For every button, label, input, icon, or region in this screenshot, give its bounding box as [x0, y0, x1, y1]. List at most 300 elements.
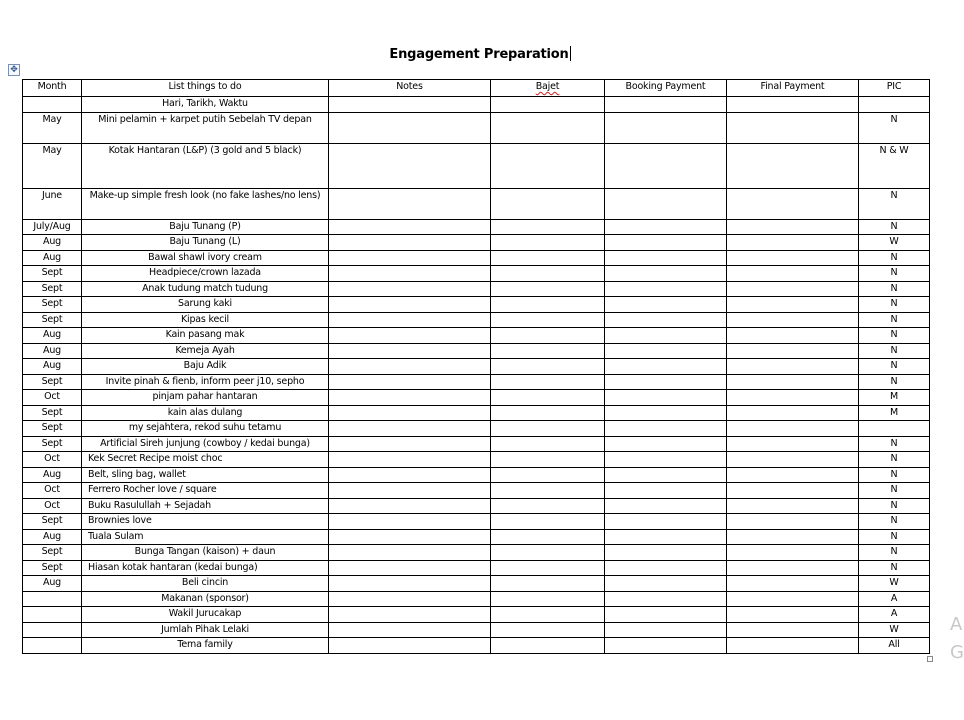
table-row [23, 250, 930, 266]
table-row [23, 266, 930, 282]
table-row [23, 97, 930, 113]
cell-notes[interactable] [329, 250, 491, 266]
cell-bajet[interactable] [491, 359, 605, 375]
cell-pic[interactable]: N [859, 297, 930, 313]
cell-final-payment[interactable] [727, 405, 859, 421]
cell-bajet[interactable] [491, 622, 605, 638]
cell-task[interactable] [82, 343, 329, 359]
cell-final-payment[interactable] [727, 312, 859, 328]
cell-bajet[interactable] [491, 266, 605, 282]
cell-notes[interactable] [329, 312, 491, 328]
header-list-things: List things to do [82, 80, 329, 97]
cell-notes[interactable] [329, 545, 491, 561]
cell-bajet[interactable] [491, 328, 605, 344]
table-row [23, 421, 930, 437]
cell-booking-payment[interactable] [605, 312, 727, 328]
cell-booking-payment[interactable] [605, 112, 727, 143]
cell-booking-payment[interactable] [605, 514, 727, 530]
cell-booking-payment[interactable] [605, 622, 727, 638]
cell-bajet[interactable] [491, 529, 605, 545]
cell-booking-payment[interactable] [605, 405, 727, 421]
cell-notes[interactable] [329, 112, 491, 143]
cell-final-payment[interactable] [727, 266, 859, 282]
cell-booking-payment[interactable] [605, 297, 727, 313]
cell-pic[interactable]: N [859, 312, 930, 328]
cell-booking-payment[interactable] [605, 467, 727, 483]
table-row [23, 312, 930, 328]
cell-bajet[interactable] [491, 374, 605, 390]
cell-task[interactable] [82, 374, 329, 390]
cell-pic[interactable]: M [859, 405, 930, 421]
cell-task[interactable] [82, 143, 329, 188]
text-cursor [570, 46, 571, 61]
cell-notes[interactable] [329, 452, 491, 468]
table-row [23, 188, 930, 219]
cell-pic[interactable]: N [859, 529, 930, 545]
cell-notes[interactable] [329, 266, 491, 282]
cell-month[interactable]: Sept [23, 514, 82, 530]
cell-notes[interactable] [329, 498, 491, 514]
cell-notes[interactable] [329, 560, 491, 576]
cell-pic[interactable]: W [859, 576, 930, 592]
table-row [23, 235, 930, 251]
cell-notes[interactable] [329, 483, 491, 499]
cell-booking-payment[interactable] [605, 143, 727, 188]
cell-month[interactable]: June [23, 188, 82, 219]
task-text: Anak tudung match tudung [142, 282, 268, 294]
cell-month[interactable]: May [23, 112, 82, 143]
cell-pic[interactable]: N [859, 498, 930, 514]
cell-pic[interactable]: All [859, 638, 930, 654]
cell-task[interactable] [82, 359, 329, 375]
cell-final-payment[interactable] [727, 576, 859, 592]
cell-booking-payment[interactable] [605, 374, 727, 390]
cell-pic[interactable]: N [859, 467, 930, 483]
cell-task[interactable] [82, 638, 329, 654]
cell-notes[interactable] [329, 281, 491, 297]
cell-bajet[interactable] [491, 97, 605, 113]
cell-booking-payment[interactable] [605, 235, 727, 251]
header-pic: PIC [859, 80, 930, 97]
document-title [0, 46, 960, 62]
cell-bajet[interactable] [491, 281, 605, 297]
cell-month[interactable]: Aug [23, 328, 82, 344]
cell-bajet[interactable] [491, 545, 605, 561]
cell-task[interactable] [82, 560, 329, 576]
task-text: Sarung kaki [178, 298, 232, 309]
table-row [23, 514, 930, 530]
cell-month[interactable]: Sept [23, 421, 82, 437]
task-text: Headpiece/crown lazada [149, 267, 261, 278]
cell-pic[interactable]: N [859, 359, 930, 375]
cell-task[interactable] [82, 97, 329, 113]
cell-bajet[interactable] [491, 297, 605, 313]
cell-month[interactable]: Sept [23, 266, 82, 282]
cell-task[interactable] [82, 250, 329, 266]
cell-task[interactable] [82, 529, 329, 545]
cell-final-payment[interactable] [727, 281, 859, 297]
cell-month[interactable]: Oct [23, 498, 82, 514]
cell-final-payment[interactable] [727, 374, 859, 390]
cell-final-payment[interactable] [727, 436, 859, 452]
cell-bajet[interactable] [491, 498, 605, 514]
cell-final-payment[interactable] [727, 112, 859, 143]
cropped-side-text: A [950, 614, 963, 635]
cell-task[interactable] [82, 483, 329, 499]
cell-pic[interactable]: N [859, 219, 930, 235]
cell-final-payment[interactable] [727, 545, 859, 561]
cell-month[interactable] [23, 622, 82, 638]
cell-pic[interactable]: N [859, 483, 930, 499]
cell-pic[interactable]: N [859, 266, 930, 282]
cell-bajet[interactable] [491, 560, 605, 576]
task-text: Hari, Tarikh, Waktu [162, 98, 248, 109]
task-text: Kotak Hantaran (L&P) (3 gold and 5 black) [108, 144, 302, 156]
task-text: Kain pasang mak [165, 329, 245, 340]
cell-booking-payment[interactable] [605, 328, 727, 344]
cell-notes[interactable] [329, 359, 491, 375]
cell-bajet[interactable] [491, 112, 605, 143]
task-text: Baju Adik [183, 360, 227, 371]
cell-final-payment[interactable] [727, 529, 859, 545]
cell-booking-payment[interactable] [605, 97, 727, 113]
cell-notes[interactable] [329, 219, 491, 235]
task-text: Tuala Sulam [88, 530, 144, 542]
cell-bajet[interactable] [491, 483, 605, 499]
cell-bajet[interactable] [491, 436, 605, 452]
cell-final-payment[interactable] [727, 390, 859, 406]
table-row [23, 359, 930, 375]
cell-notes[interactable] [329, 607, 491, 623]
cell-booking-payment[interactable] [605, 483, 727, 499]
cell-notes[interactable] [329, 374, 491, 390]
cell-notes[interactable] [329, 436, 491, 452]
table-resize-handle[interactable] [927, 656, 933, 662]
cell-task[interactable] [82, 297, 329, 313]
cell-bajet[interactable] [491, 219, 605, 235]
cell-bajet[interactable] [491, 514, 605, 530]
cell-notes[interactable] [329, 591, 491, 607]
cell-booking-payment[interactable] [605, 343, 727, 359]
cell-booking-payment[interactable] [605, 390, 727, 406]
task-text: Beli cincin [181, 577, 229, 588]
cell-month[interactable]: Aug [23, 576, 82, 592]
cell-task[interactable] [82, 467, 329, 483]
cell-pic[interactable]: N [859, 452, 930, 468]
task-text: Hiasan kotak hantaran (kedai bunga) [88, 561, 258, 573]
cell-task[interactable] [82, 591, 329, 607]
cell-final-payment[interactable] [727, 235, 859, 251]
cell-pic[interactable]: M [859, 390, 930, 406]
cell-bajet[interactable] [491, 250, 605, 266]
cell-notes[interactable] [329, 529, 491, 545]
cell-notes[interactable] [329, 297, 491, 313]
table-row [23, 143, 930, 188]
task-text: Bawal shawl ivory cream [148, 251, 262, 263]
header-bajet [491, 80, 605, 97]
cell-final-payment[interactable] [727, 359, 859, 375]
table-row [23, 467, 930, 483]
cell-month[interactable]: Aug [23, 250, 82, 266]
cell-month[interactable]: Oct [23, 483, 82, 499]
task-text: Jumlah Pihak Lelaki [161, 623, 249, 635]
cell-month[interactable]: Aug [23, 235, 82, 251]
table-row [23, 297, 930, 313]
cell-booking-payment[interactable] [605, 266, 727, 282]
cell-month[interactable]: Aug [23, 467, 82, 483]
cell-pic[interactable]: N [859, 514, 930, 530]
cell-bajet[interactable] [491, 312, 605, 328]
task-text: Mini pelamin + karpet putih Sebelah TV depan [98, 113, 312, 125]
cell-month[interactable]: Aug [23, 343, 82, 359]
cell-bajet[interactable] [491, 188, 605, 219]
cell-task[interactable] [82, 452, 329, 468]
cell-bajet[interactable] [491, 421, 605, 437]
cell-month[interactable]: Sept [23, 281, 82, 297]
cell-pic[interactable]: N [859, 343, 930, 359]
cell-booking-payment[interactable] [605, 576, 727, 592]
cell-final-payment[interactable] [727, 297, 859, 313]
cell-final-payment[interactable] [727, 143, 859, 188]
task-text: Kipas kecil [181, 313, 229, 325]
cell-task[interactable] [82, 390, 329, 406]
table-row [23, 498, 930, 514]
cell-pic[interactable] [859, 97, 930, 113]
cell-booking-payment[interactable] [605, 219, 727, 235]
cell-task[interactable] [82, 498, 329, 514]
cell-booking-payment[interactable] [605, 529, 727, 545]
cell-booking-payment[interactable] [605, 545, 727, 561]
cell-bajet[interactable] [491, 591, 605, 607]
cell-notes[interactable] [329, 97, 491, 113]
cell-notes[interactable] [329, 390, 491, 406]
table-row [23, 529, 930, 545]
cell-final-payment[interactable] [727, 483, 859, 499]
table-row [23, 560, 930, 576]
task-text: Kek Secret Recipe moist choc [88, 453, 223, 464]
task-text: kain alas dulang [167, 406, 243, 418]
cell-notes[interactable] [329, 235, 491, 251]
cell-task[interactable] [82, 545, 329, 561]
cell-booking-payment[interactable] [605, 638, 727, 654]
cell-final-payment[interactable] [727, 498, 859, 514]
table-move-handle-icon[interactable]: ✥ [8, 64, 20, 76]
cell-task[interactable] [82, 328, 329, 344]
cell-notes[interactable] [329, 343, 491, 359]
cell-month[interactable]: May [23, 143, 82, 188]
task-text: Belt, sling bag, wallet [88, 468, 186, 480]
cell-notes[interactable] [329, 576, 491, 592]
cell-pic[interactable]: N [859, 545, 930, 561]
cell-bajet[interactable] [491, 607, 605, 623]
task-text: my sejahtera, rekod suhu tetamu [128, 422, 282, 433]
cell-notes[interactable] [329, 638, 491, 654]
cell-pic[interactable]: N [859, 281, 930, 297]
cell-task[interactable] [82, 235, 329, 251]
cell-final-payment[interactable] [727, 591, 859, 607]
cell-task[interactable] [82, 622, 329, 638]
cell-final-payment[interactable] [727, 188, 859, 219]
task-text: Invite pinah & fienb, inform peer j10, sepho [105, 375, 305, 387]
cell-pic[interactable]: N [859, 436, 930, 452]
cell-notes[interactable] [329, 143, 491, 188]
task-text: Brownies love [88, 515, 152, 526]
cell-final-payment[interactable] [727, 343, 859, 359]
cell-final-payment[interactable] [727, 219, 859, 235]
cell-pic[interactable]: W [859, 622, 930, 638]
cell-month[interactable] [23, 607, 82, 623]
header-month: Month [23, 80, 82, 97]
cell-pic[interactable]: N [859, 250, 930, 266]
cell-month[interactable] [23, 97, 82, 113]
cell-final-payment[interactable] [727, 328, 859, 344]
cell-notes[interactable] [329, 514, 491, 530]
cell-booking-payment[interactable] [605, 560, 727, 576]
header-final-payment: Final Payment [727, 80, 859, 97]
cell-task[interactable] [82, 219, 329, 235]
table-row [23, 452, 930, 468]
cell-pic[interactable]: W [859, 235, 930, 251]
cell-task[interactable] [82, 607, 329, 623]
cell-notes[interactable] [329, 188, 491, 219]
cell-booking-payment[interactable] [605, 452, 727, 468]
cell-month[interactable]: Sept [23, 312, 82, 328]
cell-notes[interactable] [329, 622, 491, 638]
table-row [23, 281, 930, 297]
table-row [23, 591, 930, 607]
cell-final-payment[interactable] [727, 638, 859, 654]
cell-booking-payment[interactable] [605, 607, 727, 623]
cell-month[interactable]: July/Aug [23, 219, 82, 235]
cell-month[interactable]: Sept [23, 405, 82, 421]
table-row [23, 622, 930, 638]
task-text: Baju Tunang (L) [169, 236, 241, 247]
engagement-table [22, 79, 930, 654]
table-row [23, 112, 930, 143]
cell-pic[interactable]: N [859, 328, 930, 344]
cell-bajet[interactable] [491, 343, 605, 359]
cell-final-payment[interactable] [727, 622, 859, 638]
cell-task[interactable] [82, 514, 329, 530]
cell-month[interactable]: Sept [23, 297, 82, 313]
cell-pic[interactable]: N [859, 374, 930, 390]
cell-bajet[interactable] [491, 235, 605, 251]
cell-notes[interactable] [329, 421, 491, 437]
task-text: Artificial Sireh junjung (cowboy / kedai bunga) [100, 437, 310, 449]
cell-month[interactable]: Oct [23, 452, 82, 468]
task-text: Baju Tunang (P) [169, 220, 241, 232]
cell-final-payment[interactable] [727, 421, 859, 437]
cell-month[interactable] [23, 638, 82, 654]
cell-notes[interactable] [329, 467, 491, 483]
cell-final-payment[interactable] [727, 467, 859, 483]
cell-task[interactable] [82, 112, 329, 143]
table-row [23, 483, 930, 499]
cell-task[interactable] [82, 188, 329, 219]
cell-booking-payment[interactable] [605, 436, 727, 452]
cell-booking-payment[interactable] [605, 281, 727, 297]
table-row [23, 607, 930, 623]
header-bajet-label: Bajet [535, 81, 560, 92]
table-row [23, 219, 930, 235]
task-text: Ferrero Rocher love / square [88, 484, 217, 495]
cell-booking-payment[interactable] [605, 188, 727, 219]
table-row [23, 328, 930, 344]
cell-task[interactable] [82, 436, 329, 452]
cell-final-payment[interactable] [727, 250, 859, 266]
task-text: Wakil Jurucakap [168, 608, 242, 619]
cell-pic[interactable]: A [859, 591, 930, 607]
document-title-text: Engagement Preparation [389, 47, 569, 62]
cell-booking-payment[interactable] [605, 591, 727, 607]
cell-final-payment[interactable] [727, 514, 859, 530]
cell-task[interactable] [82, 266, 329, 282]
cell-month[interactable]: Oct [23, 390, 82, 406]
cell-booking-payment[interactable] [605, 359, 727, 375]
cell-month[interactable]: Sept [23, 560, 82, 576]
cell-pic[interactable]: N [859, 188, 930, 219]
cell-notes[interactable] [329, 328, 491, 344]
task-text: Make-up simple fresh look (no fake lashes/no lens) [89, 189, 321, 201]
cell-bajet[interactable] [491, 638, 605, 654]
table-row [23, 576, 930, 592]
cell-bajet[interactable] [491, 390, 605, 406]
cell-task[interactable] [82, 405, 329, 421]
cell-pic[interactable]: N [859, 112, 930, 143]
table-row [23, 390, 930, 406]
cell-booking-payment[interactable] [605, 498, 727, 514]
cell-bajet[interactable] [491, 405, 605, 421]
header-booking-payment: Booking Payment [605, 80, 727, 97]
cell-task[interactable] [82, 281, 329, 297]
table-row [23, 545, 930, 561]
task-text: Kemeja Ayah [175, 344, 235, 356]
cell-pic[interactable] [859, 421, 930, 437]
cell-bajet[interactable] [491, 452, 605, 468]
cell-booking-payment[interactable] [605, 250, 727, 266]
cell-pic[interactable]: N [859, 560, 930, 576]
cell-month[interactable] [23, 591, 82, 607]
cell-notes[interactable] [329, 405, 491, 421]
cell-final-payment[interactable] [727, 452, 859, 468]
cell-pic[interactable]: A [859, 607, 930, 623]
cell-task[interactable] [82, 312, 329, 328]
header-row [23, 80, 930, 97]
cell-booking-payment[interactable] [605, 421, 727, 437]
cell-month[interactable]: Sept [23, 374, 82, 390]
table-row [23, 638, 930, 654]
cell-bajet[interactable] [491, 467, 605, 483]
task-text: pinjam pahar hantaran [152, 391, 258, 402]
cell-month[interactable]: Sept [23, 545, 82, 561]
cell-month[interactable]: Aug [23, 359, 82, 375]
cell-final-payment[interactable] [727, 560, 859, 576]
task-text: Buku Rasulullah + Sejadah [88, 499, 211, 511]
cell-final-payment[interactable] [727, 97, 859, 113]
header-notes: Notes [329, 80, 491, 97]
cell-task[interactable] [82, 576, 329, 592]
table-row [23, 405, 930, 421]
cell-month[interactable]: Sept [23, 436, 82, 452]
cell-task[interactable] [82, 421, 329, 437]
task-text: Makanan (sponsor) [161, 592, 249, 604]
cell-pic[interactable]: N & W [859, 143, 930, 188]
cell-bajet[interactable] [491, 576, 605, 592]
cell-month[interactable]: Aug [23, 529, 82, 545]
cell-final-payment[interactable] [727, 607, 859, 623]
cell-bajet[interactable] [491, 143, 605, 188]
cropped-side-text: G [950, 642, 964, 663]
